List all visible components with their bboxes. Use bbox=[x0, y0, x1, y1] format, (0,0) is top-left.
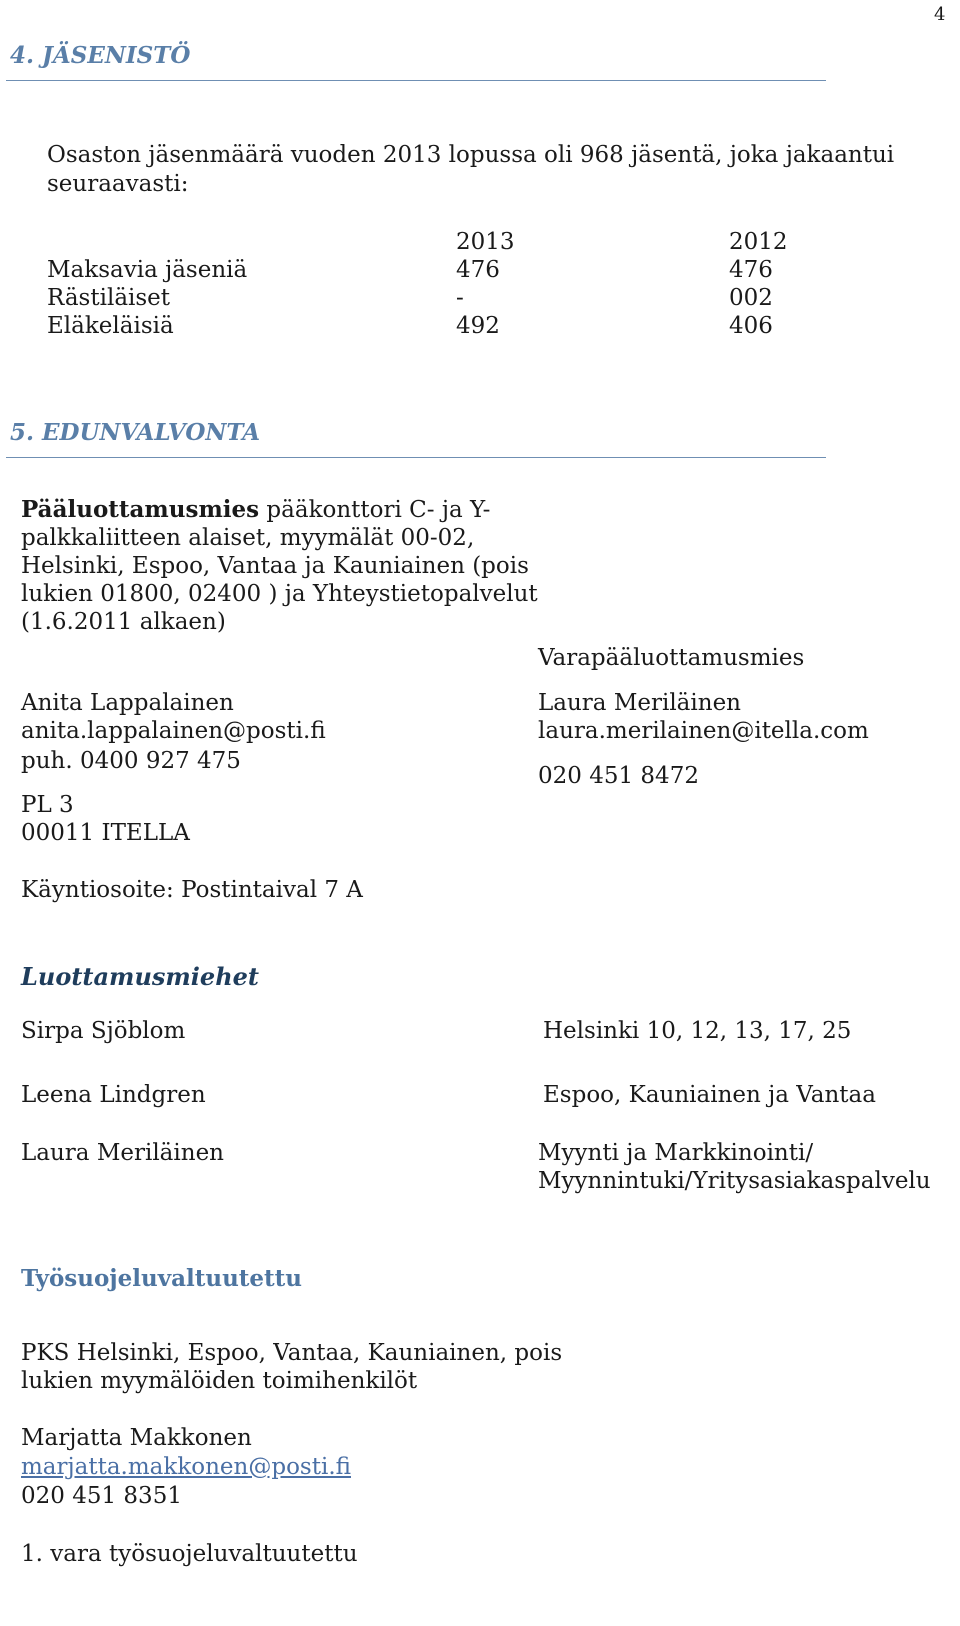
deputy-email[interactable]: laura.merilainen@itella.com bbox=[538, 718, 869, 744]
row-value-2013: 476 bbox=[456, 257, 500, 283]
membership-intro-line2: seuraavasti: bbox=[47, 171, 189, 197]
trustee-area: Espoo, Kauniainen ja Vantaa bbox=[543, 1082, 876, 1108]
chief-steward-phone: puh. 0400 927 475 bbox=[21, 748, 241, 774]
chief-steward-line5: (1.6.2011 alkaen) bbox=[21, 609, 226, 635]
section-divider bbox=[6, 457, 826, 458]
chief-steward-scope: pääkonttori C- ja Y- bbox=[259, 497, 491, 523]
page-number: 4 bbox=[934, 4, 946, 25]
trustees-heading: Luottamusmiehet bbox=[21, 962, 259, 991]
deputy-title: Varapääluottamusmies bbox=[538, 645, 805, 671]
trustee-area: Helsinki 10, 12, 13, 17, 25 bbox=[543, 1018, 852, 1044]
deputy-name: Laura Meriläinen bbox=[538, 690, 741, 716]
trustee-area-line1: Myynti ja Markkinointi/ bbox=[538, 1140, 814, 1166]
visit-address: Käyntiosoite: Postintaival 7 A bbox=[21, 877, 363, 903]
safety-phone: 020 451 8351 bbox=[21, 1483, 182, 1509]
safety-heading: Työsuojeluvaltuutettu bbox=[21, 1265, 303, 1292]
safety-email-link[interactable]: marjatta.makkonen@posti.fi bbox=[21, 1454, 351, 1480]
trustee-name: Sirpa Sjöblom bbox=[21, 1018, 186, 1044]
deputy-phone: 020 451 8472 bbox=[538, 763, 699, 789]
row-value-2013: - bbox=[456, 285, 464, 311]
row-value-2012: 002 bbox=[729, 285, 773, 311]
chief-steward-name: Anita Lappalainen bbox=[21, 690, 234, 716]
row-label: Eläkeläisiä bbox=[47, 313, 174, 339]
chief-steward-line1 bbox=[21, 495, 490, 525]
chief-steward-line2: palkkaliitteen alaiset, myymälät 00-02, bbox=[21, 525, 475, 551]
column-header-2013: 2013 bbox=[456, 229, 515, 255]
row-label: Maksavia jäseniä bbox=[47, 257, 248, 283]
row-value-2012: 406 bbox=[729, 313, 773, 339]
section-heading-advocacy: 5. EDUNVALVONTA bbox=[10, 419, 261, 446]
section-divider bbox=[6, 80, 826, 81]
column-header-2012: 2012 bbox=[729, 229, 788, 255]
safety-scope-line2: lukien myymälöiden toimihenkilöt bbox=[21, 1368, 418, 1394]
chief-steward-email[interactable]: anita.lappalainen@posti.fi bbox=[21, 718, 326, 744]
chief-steward-line4: lukien 01800, 02400 ) ja Yhteystietopalvelut bbox=[21, 581, 538, 607]
safety-deputy-label: 1. vara työsuojeluvaltuutettu bbox=[21, 1541, 358, 1567]
trustee-name: Leena Lindgren bbox=[21, 1082, 206, 1108]
row-label: Rästiläiset bbox=[47, 285, 171, 311]
chief-steward-line3: Helsinki, Espoo, Vantaa ja Kauniainen (pois bbox=[21, 553, 529, 579]
membership-intro-line1: Osaston jäsenmäärä vuoden 2013 lopussa oli 968 jäsentä, joka jakaantui bbox=[47, 142, 895, 168]
trustee-name: Laura Meriläinen bbox=[21, 1140, 224, 1166]
row-value-2012: 476 bbox=[729, 257, 773, 283]
row-value-2013: 492 bbox=[456, 313, 500, 339]
safety-name: Marjatta Makkonen bbox=[21, 1425, 252, 1451]
chief-steward-postal: 00011 ITELLA bbox=[21, 820, 190, 846]
chief-steward-po-box: PL 3 bbox=[21, 792, 74, 818]
section-heading-membership: 4. JÄSENISTÖ bbox=[10, 42, 191, 69]
chief-steward-title: Pääluottamusmies bbox=[21, 496, 260, 523]
trustee-area-line2: Myynnintuki/Yritysasiakaspalvelu bbox=[538, 1168, 931, 1194]
safety-scope-line1: PKS Helsinki, Espoo, Vantaa, Kauniainen, pois bbox=[21, 1340, 563, 1366]
